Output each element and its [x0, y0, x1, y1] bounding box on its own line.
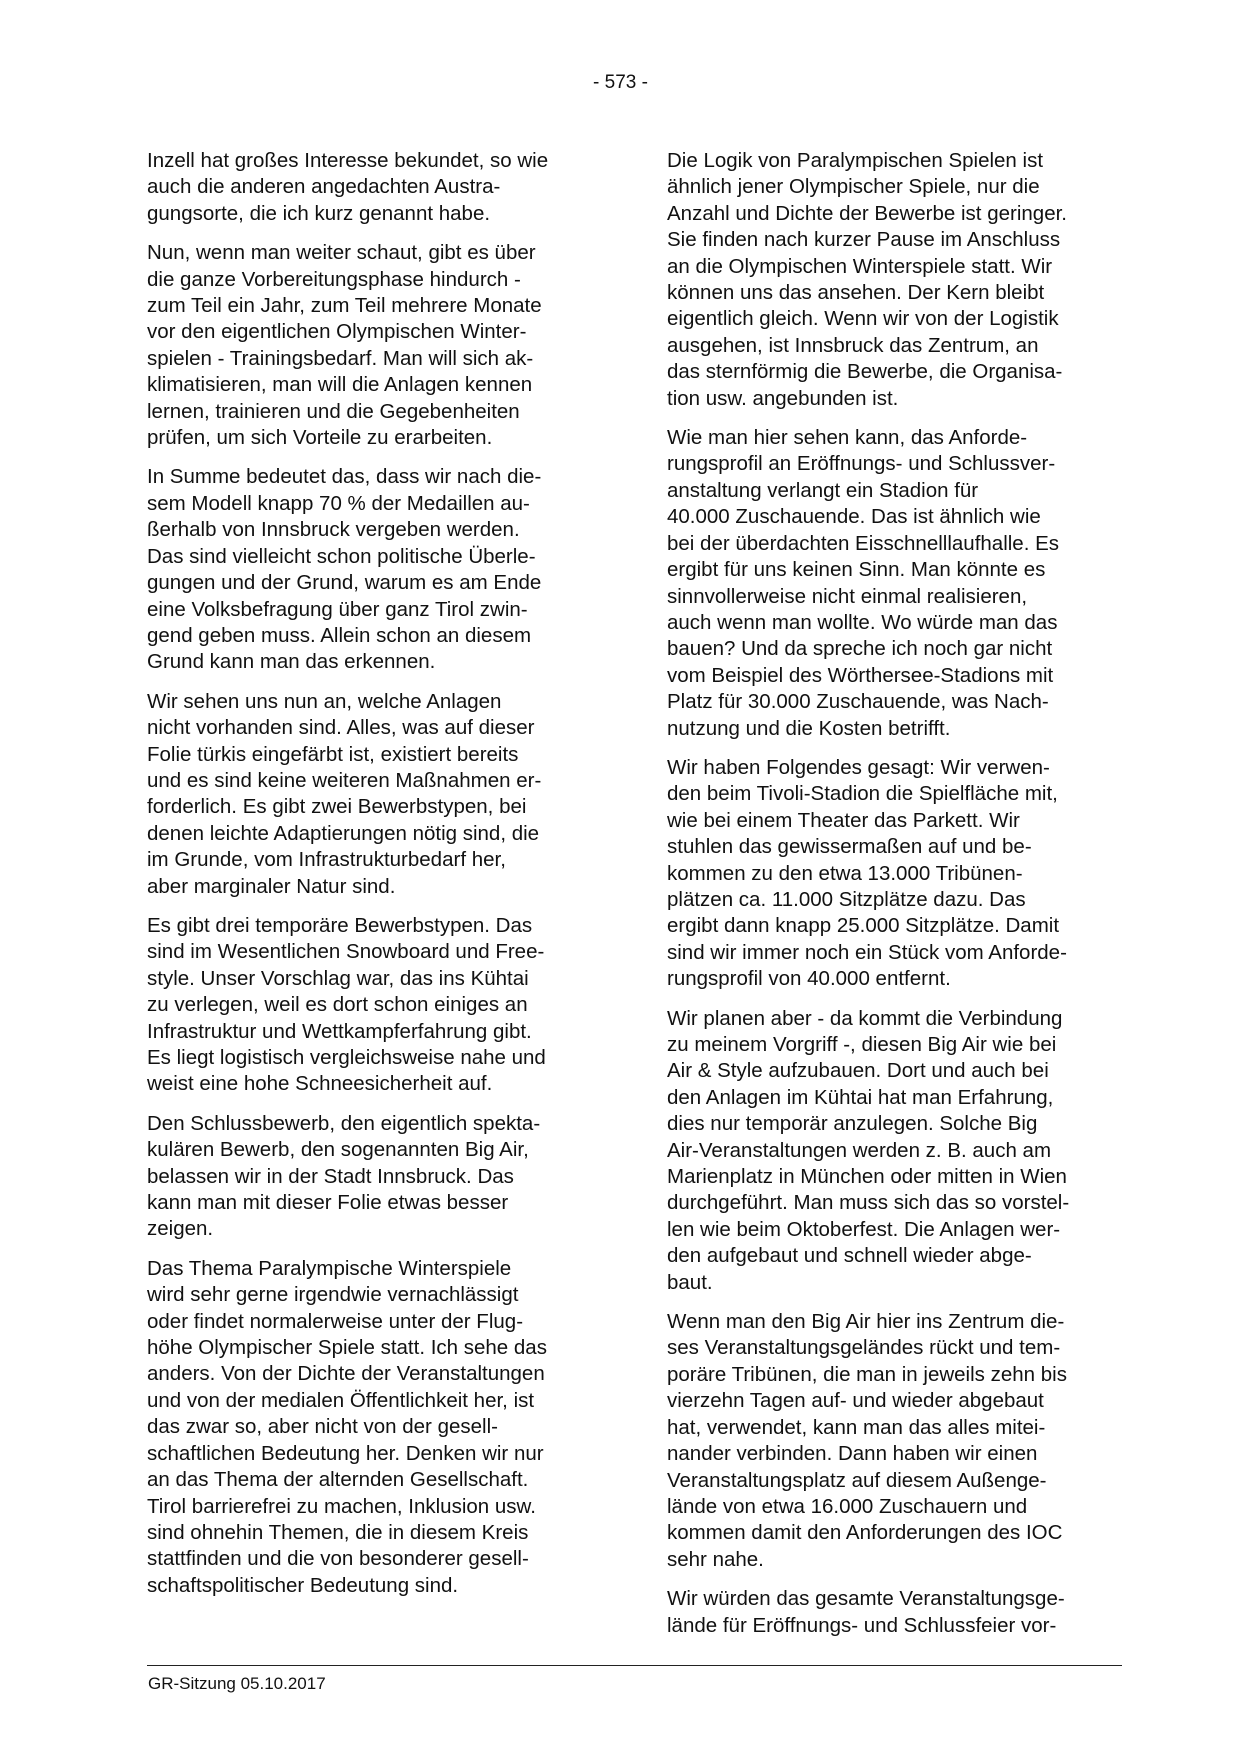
- text-line: len wie beim Oktoberfest. Die Anlagen wer-: [667, 1217, 1061, 1241]
- text-line: bei der überdachten Eisschnelllaufhalle. Es: [667, 531, 1060, 555]
- text-line: schaftlichen Bedeutung her. Denken wir nur: [147, 1441, 544, 1465]
- paragraph: [147, 240, 602, 451]
- text-line: können uns das ansehen. Der Kern bleibt: [667, 281, 1045, 305]
- page-number: - 573 -: [593, 72, 648, 93]
- text-line: Anzahl und Dichte der Bewerbe ist geringer.: [667, 201, 1067, 225]
- text-line: bauen? Und da spreche ich noch gar nicht: [667, 637, 1053, 661]
- text-line: auch wenn man wollte. Wo würde man das: [667, 610, 1058, 634]
- text-line: nicht vorhanden sind. Alles, was auf dieser: [147, 716, 535, 740]
- text-line: kann man mit dieser Folie etwas besser: [147, 1191, 509, 1215]
- text-line: Wir haben Folgendes gesagt: Wir verwen-: [667, 755, 1050, 779]
- text-line: die ganze Vorbereitungsphase hindurch -: [147, 267, 521, 291]
- text-line: höhe Olympischer Spiele statt. Ich sehe das: [147, 1336, 547, 1360]
- text-line: Marienplatz in München oder mitten in Wien: [667, 1165, 1067, 1189]
- paragraph: [147, 1256, 602, 1599]
- paragraph: [147, 1111, 602, 1243]
- text-line: Sie finden nach kurzer Pause im Anschluss: [667, 228, 1061, 252]
- text-line: style. Unser Vorschlag war, das ins Kühtai: [147, 966, 529, 990]
- text-line: im Grunde, vom Infrastrukturbedarf her,: [147, 848, 506, 872]
- text-line: Platz für 30.000 Zuschauende, was Nach-: [667, 690, 1049, 714]
- text-line: stuhlen das gewissermaßen auf und be-: [667, 835, 1032, 859]
- text-line: Air-Veranstaltungen werden z. B. auch am: [667, 1138, 1052, 1162]
- text-line: denen leichte Adaptierungen nötig sind, die: [147, 821, 540, 845]
- text-line: Das sind vielleicht schon politische Überle-: [147, 544, 536, 568]
- text-line: Grund kann man das erkennen.: [147, 650, 436, 674]
- text-line: ausgehen, ist Innsbruck das Zentrum, an: [667, 333, 1039, 357]
- text-line: ergibt dann knapp 25.000 Sitzplätze. Damit: [667, 914, 1060, 938]
- text-line: zum Teil ein Jahr, zum Teil mehrere Monate: [147, 294, 542, 318]
- text-line: Nun, wenn man weiter schaut, gibt es über: [147, 241, 536, 265]
- text-line: gungsorte, die ich kurz genannt habe.: [147, 201, 491, 225]
- text-line: den aufgebaut und schnell wieder abge-: [667, 1244, 1032, 1268]
- text-line: den beim Tivoli-Stadion die Spielfläche mit,: [667, 782, 1058, 806]
- text-line: plätzen ca. 11.000 Sitzplätze dazu. Das: [667, 887, 1026, 911]
- text-line: Tirol barrierefrei zu machen, Inklusion usw.: [147, 1494, 536, 1518]
- text-line: Den Schlussbewerb, den eigentlich spekta-: [147, 1111, 541, 1135]
- left-column: [147, 148, 602, 1612]
- text-line: Es gibt drei temporäre Bewerbstypen. Das: [147, 913, 533, 937]
- text-line: baut.: [667, 1270, 713, 1294]
- text-line: hat, verwendet, kann man das alles mitei-: [667, 1415, 1046, 1439]
- text-line: sem Modell knapp 70 % der Medaillen au-: [147, 491, 530, 515]
- paragraph: [667, 1586, 1122, 1639]
- paragraph: [147, 913, 602, 1098]
- text-line: schaftspolitischer Bedeutung sind.: [147, 1573, 459, 1597]
- text-line: ähnlich jener Olympischer Spiele, nur die: [667, 175, 1040, 199]
- text-line: 40.000 Zuschauende. Das ist ähnlich wie: [667, 505, 1041, 529]
- text-line: durchgeführt. Man muss sich das so vorstel-: [667, 1191, 1070, 1215]
- text-line: das sternförmig die Bewerbe, die Organisa-: [667, 360, 1063, 384]
- text-line: spielen - Trainingsbedarf. Man will sich ak-: [147, 346, 534, 370]
- text-line: lände von etwa 16.000 Zuschauern und: [667, 1494, 1028, 1518]
- text-line: ßerhalb von Innsbruck vergeben werden.: [147, 518, 520, 542]
- text-line: lernen, trainieren und die Gegebenheiten: [147, 399, 520, 423]
- text-line: Es liegt logistisch vergleichsweise nahe und: [147, 1046, 546, 1069]
- text-line: stattfinden und die von besonderer gesell-: [147, 1547, 529, 1571]
- text-line: eine Volksbefragung über ganz Tirol zwin-: [147, 597, 528, 621]
- text-line: Infrastruktur und Wettkampferfahrung gibt.: [147, 1019, 532, 1043]
- text-line: vierzehn Tagen auf- und wieder abgebaut: [667, 1389, 1044, 1413]
- text-line: aber marginaler Natur sind.: [147, 874, 396, 898]
- text-line: prüfen, um sich Vorteile zu erarbeiten.: [147, 426, 493, 450]
- text-line: Die Logik von Paralympischen Spielen ist: [667, 149, 1044, 172]
- text-line: Inzell hat großes Interesse bekundet, so wie: [147, 149, 549, 172]
- text-line: kulären Bewerb, den sogenannten Big Air,: [147, 1138, 529, 1162]
- text-line: gungen und der Grund, warum es am Ende: [147, 571, 542, 595]
- text-line: sinnvollerweise nicht einmal realisieren,: [667, 584, 1028, 608]
- text-line: vom Beispiel des Wörthersee-Stadions mit: [667, 663, 1054, 687]
- text-line: und von der medialen Öffentlichkeit her, ist: [147, 1388, 535, 1412]
- text-line: ses Veranstaltungsgeländes rückt und tem-: [667, 1336, 1061, 1360]
- paragraph: [147, 148, 602, 227]
- footer-session-date: GR-Sitzung 05.10.2017: [148, 1674, 326, 1693]
- text-line: Wir würden das gesamte Veranstaltungsge-: [667, 1587, 1065, 1611]
- text-line: wie bei einem Theater das Parkett. Wir: [667, 808, 1020, 832]
- text-line: zu meinem Vorgriff -, diesen Big Air wie bei: [667, 1033, 1057, 1056]
- text-line: sind wir immer noch ein Stück vom Anforde-: [667, 940, 1067, 964]
- text-line: dies nur temporär anzulegen. Solche Big: [667, 1112, 1038, 1136]
- text-line: eigentlich gleich. Wenn wir von der Logistik: [667, 307, 1059, 331]
- text-line: anstaltung verlangt ein Stadion für: [667, 478, 979, 502]
- text-line: kommen damit den Anforderungen des IOC: [667, 1521, 1063, 1545]
- text-line: und es sind keine weiteren Maßnahmen er-: [147, 768, 542, 792]
- text-line: sehr nahe.: [667, 1547, 764, 1571]
- text-line: sind ohnehin Themen, die in diesem Kreis: [147, 1520, 529, 1544]
- text-line: den Anlagen im Kühtai hat man Erfahrung,: [667, 1085, 1054, 1109]
- text-line: gend geben muss. Allein schon an diesem: [147, 623, 532, 647]
- text-line: vor den eigentlichen Olympischen Winter-: [147, 320, 527, 344]
- text-line: Wenn man den Big Air hier ins Zentrum die-: [667, 1310, 1065, 1334]
- text-line: Veranstaltungsplatz auf diesem Außenge-: [667, 1468, 1047, 1492]
- text-line: poräre Tribünen, die man in jeweils zehn bis: [667, 1362, 1067, 1386]
- footer-divider: [147, 1665, 1122, 1666]
- text-line: Wie man hier sehen kann, das Anforde-: [667, 426, 1028, 450]
- text-line: an das Thema der alternden Gesellschaft.: [147, 1468, 529, 1492]
- text-line: belassen wir in der Stadt Innsbruck. Das: [147, 1164, 514, 1188]
- paragraph: [667, 755, 1122, 993]
- text-line: klimatisieren, man will die Anlagen kennen: [147, 373, 533, 397]
- text-line: auch die anderen angedachten Austra-: [147, 175, 501, 199]
- text-line: anders. Von der Dichte der Veranstaltungen: [147, 1362, 545, 1386]
- text-line: sind im Wesentlichen Snowboard und Free-: [147, 940, 545, 964]
- text-line: Air & Style aufzubauen. Dort und auch bei: [667, 1059, 1049, 1083]
- text-line: forderlich. Es gibt zwei Bewerbstypen, bei: [147, 795, 527, 819]
- paragraph: [667, 1006, 1122, 1296]
- text-line: ergibt für uns keinen Sinn. Man könnte es: [667, 558, 1046, 582]
- right-column: [667, 148, 1122, 1652]
- text-line: zu verlegen, weil es dort schon einiges an: [147, 993, 528, 1017]
- text-line: rungsprofil an Eröffnungs- und Schlussver-: [667, 452, 1056, 476]
- text-line: oder findet normalerweise unter der Flug-: [147, 1309, 524, 1333]
- text-line: das zwar so, aber nicht von der gesell-: [147, 1415, 498, 1439]
- text-line: kommen zu den etwa 13.000 Tribünen-: [667, 861, 1023, 885]
- text-line: rungsprofil von 40.000 entfernt.: [667, 967, 951, 991]
- paragraph: [667, 1309, 1122, 1573]
- text-line: weist eine hohe Schneesicherheit auf.: [147, 1072, 493, 1096]
- text-line: Wir planen aber - da kommt die Verbindung: [667, 1006, 1063, 1030]
- text-line: nander verbinden. Dann haben wir einen: [667, 1442, 1038, 1466]
- text-line: lände für Eröffnungs- und Schlussfeier vor-: [667, 1613, 1057, 1637]
- paragraph: [147, 464, 602, 675]
- paragraph: [667, 425, 1122, 742]
- text-line: tion usw. angebunden ist.: [667, 386, 899, 410]
- text-line: Folie türkis eingefärbt ist, existiert bereits: [147, 742, 519, 766]
- text-line: nutzung und die Kosten betrifft.: [667, 716, 951, 740]
- text-line: zeigen.: [147, 1217, 214, 1241]
- text-line: an die Olympischen Winterspiele statt. Wir: [667, 254, 1053, 278]
- text-line: wird sehr gerne irgendwie vernachlässigt: [147, 1283, 519, 1307]
- paragraph: [147, 689, 602, 900]
- paragraph: [667, 148, 1122, 412]
- text-line: Das Thema Paralympische Winterspiele: [147, 1256, 512, 1280]
- text-line: In Summe bedeutet das, dass wir nach die-: [147, 465, 542, 489]
- text-line: Wir sehen uns nun an, welche Anlagen: [147, 689, 502, 713]
